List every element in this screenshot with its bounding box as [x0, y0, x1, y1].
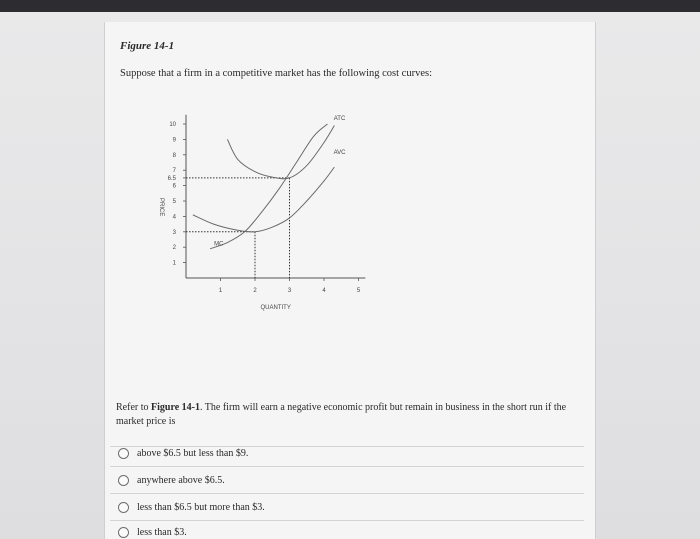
x-tick-label: 1 — [218, 288, 223, 294]
divider — [110, 446, 584, 447]
question-body: . The firm will earn a negative economic profit but remain in business in the short run if the market price is — [116, 402, 567, 427]
divider — [110, 520, 584, 521]
x-tick-label: 5 — [356, 288, 361, 294]
atc-label: ATC — [333, 116, 346, 123]
answer-option-4[interactable] — [118, 527, 187, 538]
chart-axes — [186, 115, 365, 278]
radio-button[interactable] — [118, 448, 129, 459]
divider — [110, 493, 584, 494]
y-tick-label: 1 — [172, 260, 176, 267]
x-tick-label: 3 — [287, 288, 292, 294]
radio-button[interactable] — [118, 475, 129, 486]
y-tick-label: 3 — [172, 229, 176, 236]
answer-option-label: less than $3. — [137, 527, 187, 538]
question-prefix: Refer to — [116, 402, 149, 413]
divider — [110, 466, 584, 467]
chart-reference-lines — [186, 178, 290, 278]
answer-option-2[interactable] — [118, 475, 225, 486]
y-tick-label: 6.5 — [167, 175, 176, 182]
x-tick-label: 4 — [322, 288, 326, 294]
mc-curve — [210, 124, 327, 249]
y-axis-label: PRICE — [158, 197, 164, 217]
radio-button[interactable] — [118, 502, 129, 513]
question-figure-ref: Figure 14-1 — [151, 402, 200, 413]
y-tick-label: 9 — [172, 137, 176, 144]
chart-ticks — [168, 122, 361, 294]
atc-curve — [227, 126, 334, 179]
y-tick-label: 8 — [172, 152, 176, 159]
answer-option-1[interactable] — [118, 448, 248, 459]
y-tick-label: 4 — [172, 214, 176, 221]
y-tick-label: 10 — [169, 122, 176, 128]
avc-label: AVC — [333, 150, 346, 157]
figure-title: Figure 14-1 — [120, 40, 175, 52]
y-tick-label: 5 — [172, 199, 176, 205]
y-tick-label: 6 — [172, 183, 176, 190]
radio-button[interactable] — [118, 527, 129, 538]
avc-curve — [193, 167, 334, 232]
chart-curves — [193, 124, 334, 249]
x-axis-label: QUANTITY — [260, 305, 291, 311]
question-text — [116, 401, 576, 429]
x-tick-label: 2 — [253, 288, 257, 294]
mc-label: MC — [214, 241, 224, 248]
y-tick-label: 2 — [172, 245, 176, 252]
intro-text: Suppose that a firm in a competitive market has the following cost curves: — [120, 68, 433, 79]
answer-option-label: above $6.5 but less than $9. — [137, 448, 249, 459]
answer-option-3[interactable] — [118, 502, 265, 513]
answer-option-label: less than $6.5 but more than $3. — [137, 502, 265, 513]
answer-option-label: anywhere above $6.5. — [137, 475, 225, 486]
y-tick-label: 7 — [172, 168, 176, 175]
